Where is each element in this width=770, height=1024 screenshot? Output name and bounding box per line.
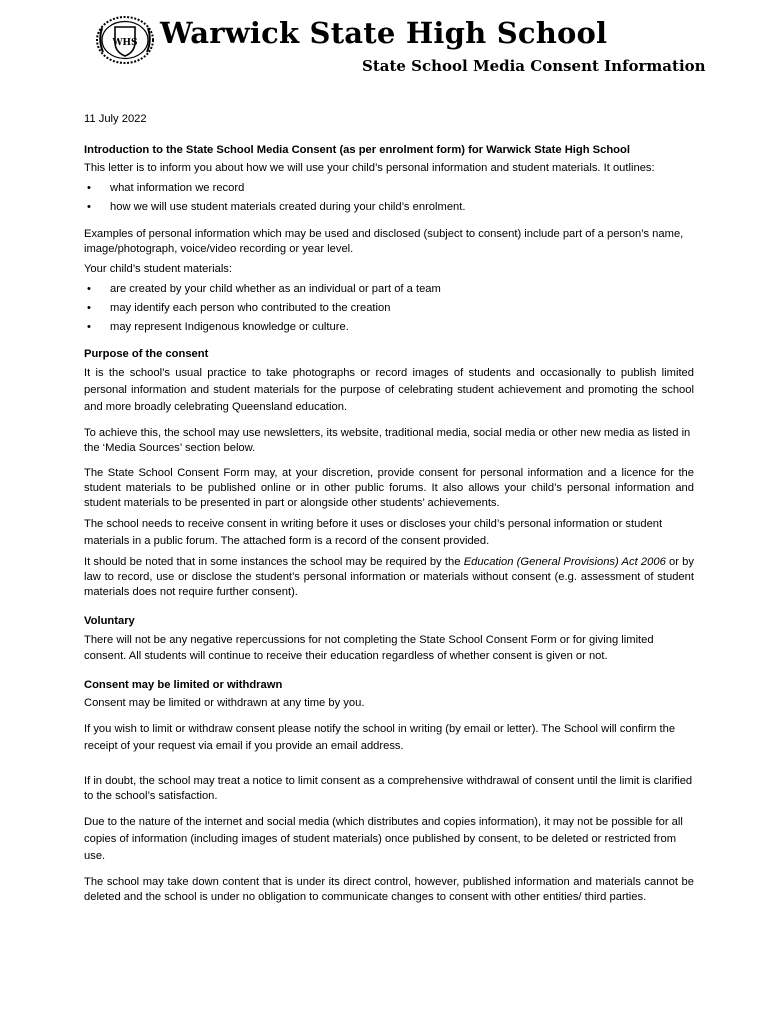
intro-paragraph-3: Your child’s student materials: xyxy=(84,263,233,275)
list-item: • what information we record xyxy=(84,181,694,196)
crest-initials: WHS xyxy=(112,38,138,48)
intro-paragraph-2: Examples of personal information which may be used and disclosed (subject to consent) include part of a person’s name, image/photograph, voice/video recording or year level. xyxy=(84,228,684,255)
info-list xyxy=(84,181,694,215)
intro-heading: Introduction to the State School Media Consent (as per enrolment form) for Warwick State High School xyxy=(84,144,630,156)
list-item: • are created by your child whether as an individual or part of a team xyxy=(84,282,694,297)
purpose-paragraph-1: It is the school’s usual practice to take photographs or record images of students and occasionally to publish limited personal information and student materials for the purpose of celebrating student achievement and promoting the school and more broadly celebrating Queensland education. xyxy=(84,367,694,413)
withdrawn-heading: Consent may be limited or withdrawn xyxy=(84,679,283,691)
purpose-paragraph-2: To achieve this, the school may use newsletters, its website, traditional media, social media or other new media as listed in the ‘Media Sources’ section below. xyxy=(84,427,691,454)
voluntary-paragraph: There will not be any negative repercussions for not completing the State School Consent Form or for giving limited consent. All students will continue to receive their education regardless of whether consent is given or not. xyxy=(84,634,654,662)
withdrawn-paragraph-4: Due to the nature of the internet and social media (which distributes and copies information), it may not be possible for all copies of information (including images of student materials) once published by consent, to be deleted or restricted from use. xyxy=(84,816,683,862)
school-crest-logo xyxy=(94,14,156,66)
letter-date: 11 July 2022 xyxy=(84,113,147,125)
list-item: • may identify each person who contributed to the creation xyxy=(84,301,694,316)
letter-body xyxy=(84,112,694,910)
document-subtitle: State School Media Consent Information xyxy=(362,57,706,75)
withdrawn-paragraph-1: Consent may be limited or withdrawn at any time by you. xyxy=(84,697,365,709)
materials-list xyxy=(84,282,694,335)
list-item: • may represent Indigenous knowledge or culture. xyxy=(84,320,694,335)
purpose-paragraph-3: The State School Consent Form may, at your discretion, provide consent for personal information and a licence for the student materials to be published online or in other public forums. It also allows your child’s personal information and student materials to be presented in part or alongside other students’ achievements. xyxy=(84,467,694,509)
purpose-paragraph-5: It should be noted that in some instances the school may be required by the Education (General Provisions) Act 2006 or by law to record, use or disclose the student’s personal information or materials without consent (e.g. assessment of student materials does not require further consent). xyxy=(84,556,695,598)
purpose-paragraph-4: The school needs to receive consent in writing before it uses or discloses your child’s personal information or student materials in a public forum. The attached form is a record of the consent provided. xyxy=(84,518,663,547)
withdrawn-paragraph-2: If you wish to limit or withdraw consent please notify the school in writing (by email or letter). The School will confirm the receipt of your request via email if you provide an email address. xyxy=(84,723,676,752)
purpose-heading: Purpose of the consent xyxy=(84,348,209,360)
intro-paragraph-1: This letter is to inform you about how we will use your child’s personal information and student materials. It outlines: xyxy=(84,162,655,174)
withdrawn-paragraph-3: If in doubt, the school may treat a notice to limit consent as a comprehensive withdrawal of consent until the limit is clarified to the school’s satisfaction. xyxy=(84,775,693,802)
school-name: Warwick State High School xyxy=(160,16,608,50)
act-title: Education (General Provisions) Act 2006 xyxy=(463,556,666,568)
voluntary-heading: Voluntary xyxy=(84,615,135,627)
withdrawn-paragraph-5: The school may take down content that is under its direct control, however, published information and materials cannot be deleted and the school is under no obligation to communicate changes to consent with other entities/ third parties. xyxy=(84,876,694,903)
list-item: • how we will use student materials created during your child’s enrolment. xyxy=(84,200,694,215)
